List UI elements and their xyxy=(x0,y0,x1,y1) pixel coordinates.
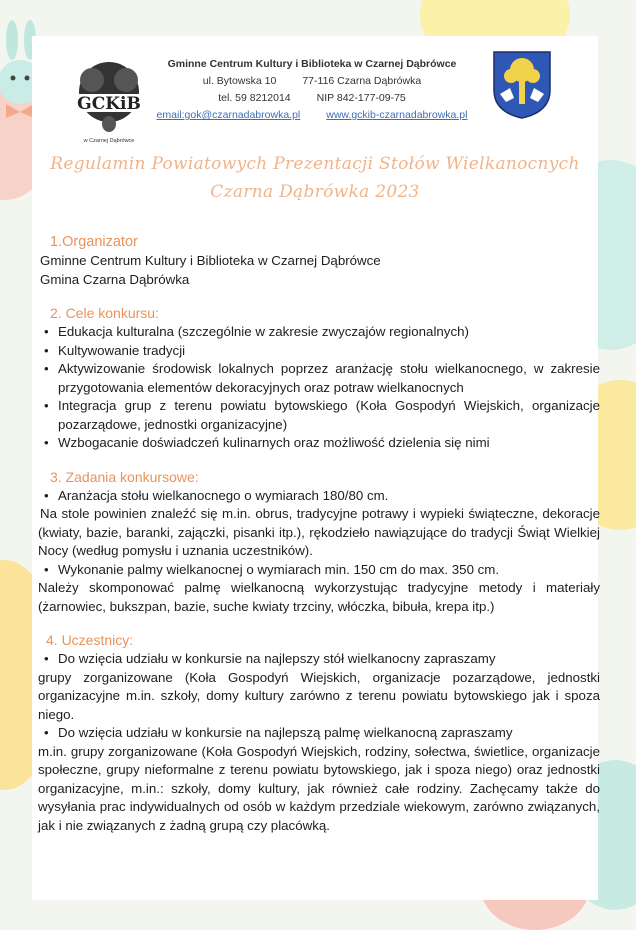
list-item: • Aktywizowanie środowisk lokalnych poprzez aranżację stołu wielkanocnego, w zakresie przygotowania elementów dekoracyjnych oraz potraw wielkanocnych xyxy=(38,360,600,397)
org-name: Gminne Centrum Kultury i Biblioteka w Czarnej Dąbrówce xyxy=(167,58,457,70)
tasks-paragraph-1: Na stole powinien znaleźć się m.in. obrus, tradycyjne potrawy i wypieki świąteczne, dekoracje (kwiaty, bazie, baranki, zajączki, pisanki itp.), rękodzieło nawiązujące do tradycji Świąt Wielkiej Nocy (według pomysłu i uznania uczestników). xyxy=(38,506,600,558)
links-line xyxy=(142,107,482,124)
section-organizer-heading: 1.Organizator xyxy=(50,234,138,250)
title-line-1: Regulamin Powiatowych Prezentacji Stołów Wielkanocnych xyxy=(50,154,580,174)
tasks-paragraph-2: Należy skomponować palmę wielkanocną wykorzystując tradycyjne metody i materiały (żarnowiec, bukszpan, bazie, suche kwiaty trzciny, włóczka, bibuła, krepa itp.) xyxy=(38,580,600,614)
tasks-list-2 xyxy=(38,561,600,580)
section-goals-heading: 2. Cele konkursu: xyxy=(50,305,159,321)
list-item: • Wzbogacanie doświadczeń kulinarnych oraz możliwość dzielenia się nimi xyxy=(38,434,600,453)
org-contact-block xyxy=(142,56,482,124)
tasks-list-1 xyxy=(38,487,600,506)
regulations-content xyxy=(38,232,600,835)
organizer-line-2: Gmina Czarna Dąbrówka xyxy=(40,271,190,287)
goals-list xyxy=(38,323,600,453)
participants-list-2 xyxy=(38,724,600,743)
website-link[interactable]: www.gckib-czarnadabrowka.pl xyxy=(326,109,468,121)
gckib-logo-icon xyxy=(70,58,148,144)
list-item: • Aranżacja stołu wielkanocnego o wymiarach 180/80 cm. xyxy=(38,487,600,506)
organizer-line-1: Gminne Centrum Kultury i Biblioteka w Czarnej Dąbrówce xyxy=(40,253,381,268)
postal-city: 77-116 Czarna Dąbrówka xyxy=(302,75,422,87)
section-participants-heading: 4. Uczestnicy: xyxy=(46,632,134,648)
phone: tel. 59 8212014 xyxy=(218,92,291,104)
address-line xyxy=(142,73,482,90)
participants-paragraph-1: grupy zorganizowane (Koła Gospodyń Wiejskich, organizacje pozarządowe, jednostki organizacyjne m.in. szkoły, domy kultury zarówno z terenu powiatu bytowskiego jak i spoza niego. xyxy=(38,669,600,722)
list-item: • Wykonanie palmy wielkanocnej o wymiarach min. 150 cm do max. 350 cm. xyxy=(38,561,600,580)
list-item: • Edukacja kulturalna (szczególnie w zakresie zwyczajów regionalnych) xyxy=(38,323,600,342)
list-item: • Do wzięcia udziału w konkursie na najlepszą palmę wielkanocną zapraszamy xyxy=(38,724,600,743)
title-line-2: Czarna Dąbrówka 2023 xyxy=(210,182,420,202)
phone-line xyxy=(142,90,482,107)
crest-icon xyxy=(492,50,552,120)
letterhead xyxy=(32,50,598,145)
document-title xyxy=(32,150,598,206)
logo-text: GCKiB xyxy=(77,94,141,114)
logo-subtext: w Czarnej Dąbrówce xyxy=(83,138,135,144)
section-tasks-heading: 3. Zadania konkursowe: xyxy=(50,468,199,485)
email-link[interactable]: email:gok@czarnadabrowka.pl xyxy=(156,109,301,121)
participants-list-1 xyxy=(38,650,600,669)
list-item: • Integracja grup z terenu powiatu bytowskiego (Koła Gospodyń Wiejskich, organizacje pozarządowe, jednostki organizacyjne) xyxy=(38,397,600,434)
list-item: • Do wzięcia udziału w konkursie na najlepszy stół wielkanocny zapraszamy xyxy=(38,650,600,669)
street: ul. Bytowska 10 xyxy=(202,75,277,87)
list-item: • Kultywowanie tradycji xyxy=(38,342,600,361)
nip: NIP 842-177-09-75 xyxy=(316,92,406,104)
participants-paragraph-2: m.in. grupy zorganizowane (Koła Gospodyń Wiejskich, rodziny, sołectwa, świetlice, organizacje społeczne, grupy nieformalne z terenu powiatu bytowskiego, jak i spoza niego) oraz jednostki organizacyjne, m.in.: szkoły, domy kultury, jak również całe rodziny. Zachęcamy także do wysyłania prac indywidualnych od osób w każdym przedziale wiekowym, zarówno związanych, jak i nie związanych z żadną grupą czy placówką. xyxy=(38,743,600,833)
